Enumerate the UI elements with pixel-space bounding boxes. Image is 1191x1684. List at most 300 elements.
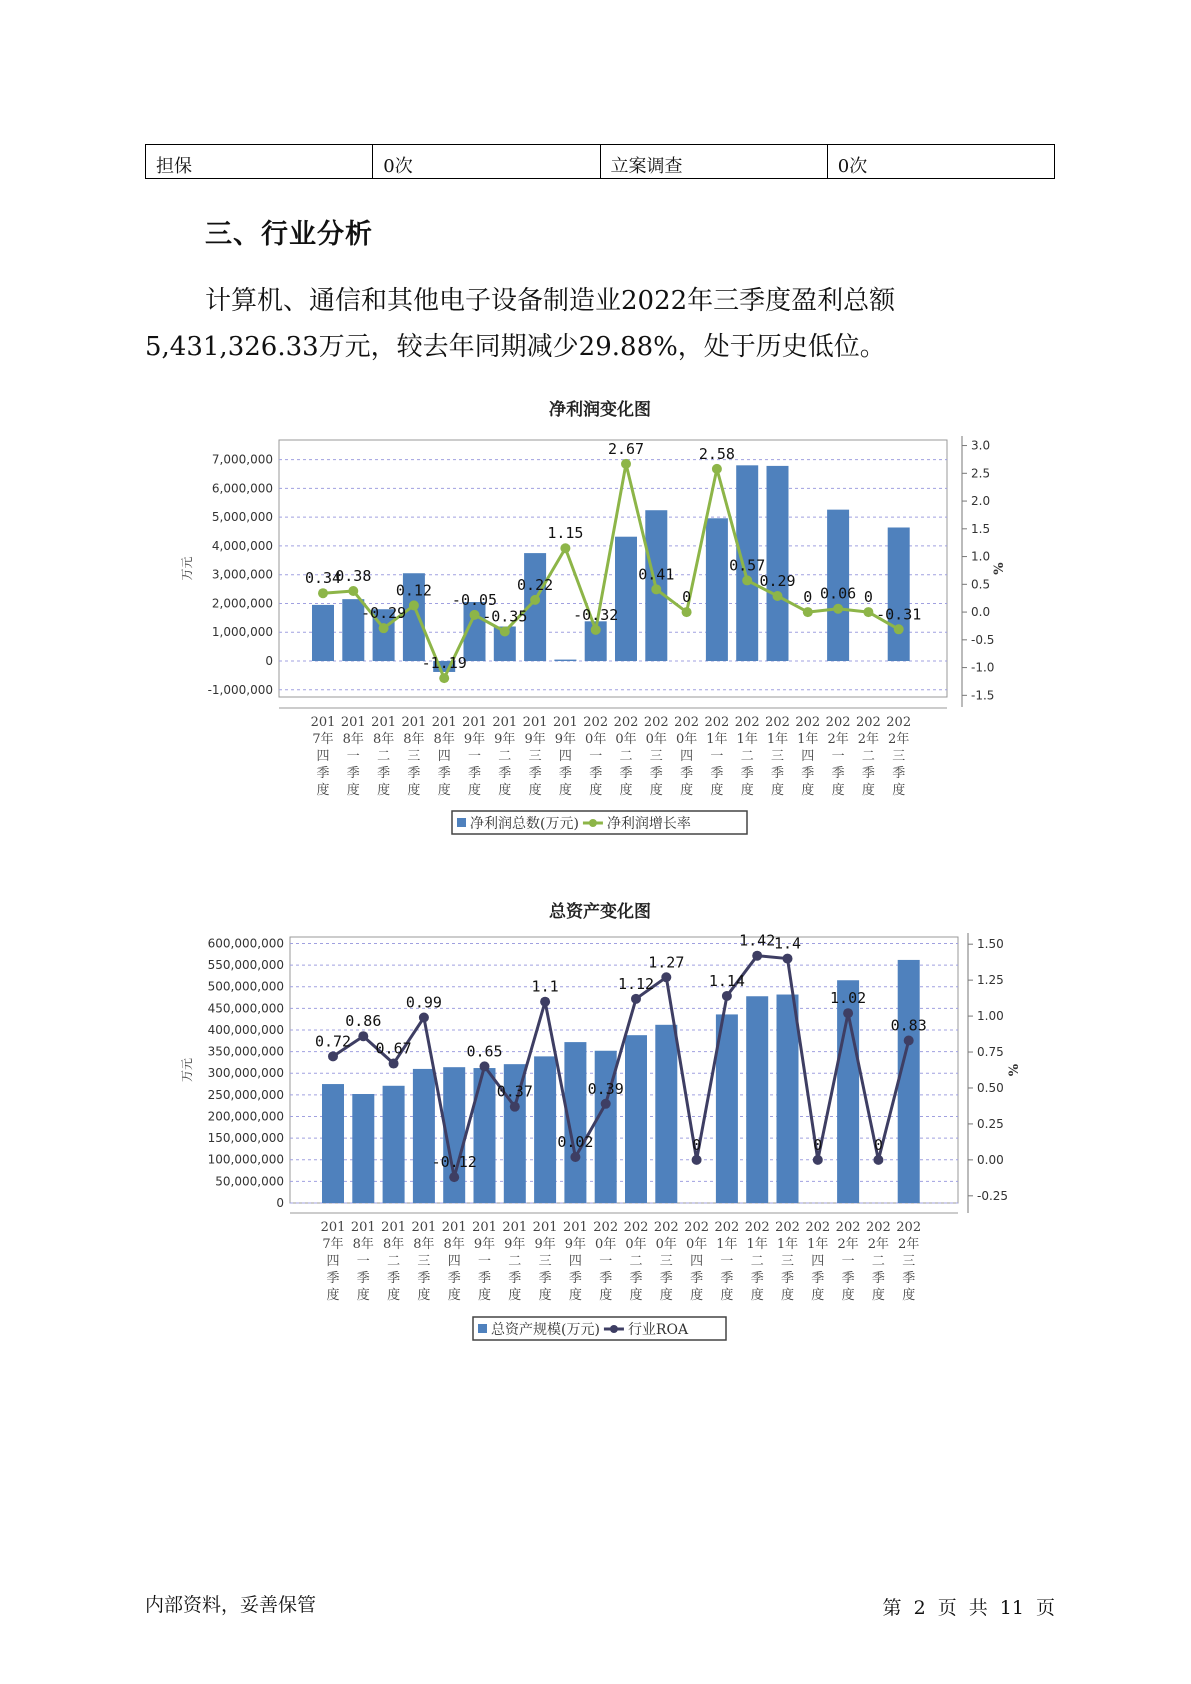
x-tick-label: 二 bbox=[629, 1254, 643, 1269]
x-tick-label: 季 bbox=[599, 1271, 613, 1286]
x-tick-label: 202 bbox=[734, 715, 760, 730]
x-tick-label: 度 bbox=[710, 783, 724, 798]
x-tick-label: 三 bbox=[407, 749, 421, 764]
x-tick-label: 0年 bbox=[615, 732, 637, 747]
data-label: 0.22 bbox=[517, 575, 554, 594]
x-tick-label: 2年 bbox=[837, 1237, 859, 1252]
bar bbox=[554, 660, 576, 661]
x-tick-label: 0年 bbox=[595, 1237, 617, 1252]
data-label: -0.29 bbox=[361, 604, 407, 623]
x-tick-label: 一 bbox=[467, 749, 482, 764]
x-tick-label: 202 bbox=[805, 1220, 831, 1235]
y-tick-label: 100,000,000 bbox=[207, 1152, 284, 1167]
y2-tick-label: 0.5 bbox=[971, 577, 991, 592]
x-tick-label: 202 bbox=[613, 715, 639, 730]
x-tick-label: 2年 bbox=[857, 732, 880, 747]
x-tick-label: 1年 bbox=[807, 1237, 829, 1252]
x-tick-label: 202 bbox=[704, 715, 730, 730]
x-tick-label: 度 bbox=[629, 1288, 643, 1303]
x-tick-label: 一 bbox=[710, 749, 724, 764]
bar bbox=[534, 1056, 556, 1203]
x-tick-label: 1年 bbox=[706, 732, 728, 747]
x-tick-label: 季 bbox=[841, 1271, 855, 1286]
x-tick-label: 度 bbox=[599, 1288, 613, 1303]
line-point bbox=[904, 1036, 914, 1046]
x-tick-label: 季 bbox=[770, 766, 785, 781]
y-tick-label: 250,000,000 bbox=[207, 1087, 284, 1102]
x-tick-label: 度 bbox=[780, 1288, 795, 1303]
bar bbox=[383, 1086, 405, 1203]
table-cell-guarantee-value: 0次 bbox=[373, 145, 600, 179]
y2-tick-label: 1.50 bbox=[977, 937, 1004, 952]
line-point bbox=[692, 1155, 702, 1165]
data-label: 0 bbox=[692, 1135, 702, 1154]
x-tick-label: 7年 bbox=[322, 1237, 344, 1252]
data-label: 0.39 bbox=[587, 1079, 624, 1098]
x-tick-label: 度 bbox=[437, 783, 451, 798]
y2-tick-label: -0.5 bbox=[971, 632, 995, 647]
line-point bbox=[813, 1155, 823, 1165]
x-tick-label: 季 bbox=[589, 766, 603, 781]
y2-tick-label: 0.50 bbox=[977, 1080, 1004, 1095]
x-tick-label: 1年 bbox=[766, 732, 789, 747]
x-tick-label: 202 bbox=[714, 1220, 740, 1235]
x-tick-label: 2年 bbox=[867, 1237, 890, 1252]
x-tick-label: 201 bbox=[502, 1220, 528, 1235]
x-tick-label: 二 bbox=[750, 1254, 764, 1269]
x-tick-label: 201 bbox=[492, 715, 518, 730]
x-tick-label: 202 bbox=[653, 1220, 679, 1235]
x-tick-label: 三 bbox=[770, 749, 785, 764]
legend-label-bar: 总资产规模(万元) bbox=[491, 1322, 600, 1338]
x-tick-label: 202 bbox=[886, 715, 912, 730]
x-tick-label: 201 bbox=[472, 1220, 497, 1235]
x-tick-label: 202 bbox=[674, 715, 700, 730]
line-point bbox=[601, 1099, 611, 1109]
line-point bbox=[419, 1013, 429, 1023]
line-point bbox=[439, 673, 449, 683]
x-tick-label: 三 bbox=[417, 1254, 431, 1269]
data-label: 0.37 bbox=[496, 1082, 533, 1101]
x-tick-label: 季 bbox=[750, 1271, 764, 1286]
line-point bbox=[449, 1172, 459, 1182]
line-point bbox=[621, 459, 631, 469]
x-tick-label: 季 bbox=[316, 766, 330, 781]
y-tick-label: 5,000,000 bbox=[211, 510, 273, 525]
x-tick-label: 度 bbox=[740, 783, 754, 798]
x-tick-label: 季 bbox=[447, 1271, 461, 1286]
x-tick-label: 度 bbox=[690, 1288, 704, 1303]
data-label: 0 bbox=[682, 588, 692, 607]
y-tick-label: 450,000,000 bbox=[207, 1001, 284, 1016]
y-tick-label: 0 bbox=[265, 654, 273, 669]
x-tick-label: 201 bbox=[411, 1220, 437, 1235]
line-point bbox=[348, 586, 358, 596]
line-point bbox=[863, 607, 873, 617]
data-label: 0.29 bbox=[759, 571, 796, 590]
data-label: -0.32 bbox=[573, 605, 619, 624]
y-tick-label: 500,000,000 bbox=[207, 979, 284, 994]
x-tick-label: 季 bbox=[377, 766, 391, 781]
x-tick-label: 201 bbox=[441, 1220, 467, 1235]
data-label: 0.38 bbox=[335, 566, 372, 585]
line-point bbox=[742, 575, 752, 585]
x-tick-label: 季 bbox=[558, 766, 572, 781]
x-tick-label: 二 bbox=[387, 1254, 401, 1269]
x-tick-label: 度 bbox=[902, 1288, 916, 1303]
bar bbox=[898, 960, 920, 1203]
bar bbox=[706, 518, 728, 661]
x-tick-label: 度 bbox=[568, 1288, 582, 1303]
bar bbox=[655, 1025, 677, 1203]
line-point bbox=[833, 604, 843, 614]
bar bbox=[888, 527, 910, 661]
y-tick-label: 2,000,000 bbox=[211, 596, 273, 611]
line-point bbox=[328, 1051, 338, 1061]
x-tick-label: 四 bbox=[801, 749, 815, 764]
table-row bbox=[146, 145, 1055, 179]
footer-page-number: 第 2 页 共 11 页 bbox=[882, 1597, 1055, 1619]
data-label: 1.42 bbox=[739, 931, 776, 950]
data-label: 0.86 bbox=[345, 1012, 382, 1031]
x-tick-label: 三 bbox=[892, 749, 906, 764]
x-tick-label: 度 bbox=[619, 783, 633, 798]
x-tick-label: 度 bbox=[680, 783, 694, 798]
x-tick-label: 四 bbox=[316, 749, 330, 764]
line-point bbox=[480, 1061, 490, 1071]
x-tick-label: 度 bbox=[589, 783, 603, 798]
x-tick-label: 一 bbox=[589, 749, 603, 764]
x-tick-label: 0年 bbox=[675, 732, 698, 747]
line-point bbox=[651, 584, 661, 594]
bar bbox=[746, 996, 768, 1203]
x-tick-label: 9年 bbox=[473, 1237, 496, 1252]
x-tick-label: 8年 bbox=[413, 1237, 435, 1252]
data-label: 1.4 bbox=[773, 934, 802, 953]
y2-tick-label: -0.25 bbox=[977, 1188, 1009, 1203]
x-tick-label: 度 bbox=[892, 783, 906, 798]
x-tick-label: 201 bbox=[310, 715, 336, 730]
data-label: 0.67 bbox=[375, 1039, 412, 1058]
x-tick-label: 201 bbox=[340, 715, 366, 730]
line-point bbox=[894, 624, 904, 634]
x-tick-label: 0年 bbox=[655, 1237, 677, 1252]
x-tick-label: 1年 bbox=[746, 1237, 768, 1252]
data-label: 0 bbox=[863, 588, 873, 607]
data-label: -1.19 bbox=[421, 654, 467, 673]
x-tick-label: 度 bbox=[477, 1288, 492, 1303]
x-tick-label: 9年 bbox=[524, 732, 546, 747]
x-tick-label: 季 bbox=[326, 1271, 340, 1286]
x-tick-label: 202 bbox=[795, 715, 821, 730]
line-point bbox=[379, 623, 389, 633]
x-tick-label: 202 bbox=[775, 1220, 800, 1235]
x-tick-label: 9年 bbox=[564, 1237, 587, 1252]
line-point bbox=[409, 600, 419, 610]
x-tick-label: 度 bbox=[508, 1288, 522, 1303]
x-tick-label: 202 bbox=[593, 1220, 619, 1235]
x-tick-label: 三 bbox=[528, 749, 542, 764]
y2-tick-label: -1.0 bbox=[971, 660, 995, 675]
x-tick-label: 四 bbox=[568, 1254, 582, 1269]
y2-tick-label: 1.25 bbox=[977, 973, 1004, 988]
x-tick-label: 季 bbox=[649, 766, 663, 781]
x-tick-label: 度 bbox=[498, 783, 512, 798]
data-label: 1.15 bbox=[547, 524, 584, 543]
x-tick-label: 季 bbox=[811, 1271, 825, 1286]
x-tick-label: 度 bbox=[801, 783, 815, 798]
x-tick-label: 8年 bbox=[403, 732, 425, 747]
x-tick-label: 四 bbox=[437, 749, 451, 764]
chart-title: 总资产变化图 bbox=[549, 902, 651, 922]
data-label: -0.05 bbox=[451, 590, 498, 609]
x-tick-label: 7年 bbox=[312, 732, 334, 747]
y-tick-label: 50,000,000 bbox=[215, 1174, 284, 1189]
data-label: 0 bbox=[813, 1135, 823, 1154]
x-tick-label: 度 bbox=[720, 1288, 734, 1303]
data-label: 0.41 bbox=[638, 565, 675, 584]
x-tick-label: 二 bbox=[740, 749, 754, 764]
x-tick-label: 0年 bbox=[685, 1237, 708, 1252]
x-tick-label: 度 bbox=[538, 1288, 552, 1303]
x-tick-label: 二 bbox=[871, 1254, 885, 1269]
x-tick-label: 季 bbox=[387, 1271, 401, 1286]
bar bbox=[352, 1094, 374, 1203]
y2-tick-label: 0.0 bbox=[971, 605, 991, 620]
x-tick-label: 四 bbox=[447, 1254, 461, 1269]
x-tick-label: 季 bbox=[356, 1271, 370, 1286]
line-point bbox=[389, 1059, 399, 1069]
bar bbox=[312, 605, 334, 661]
x-tick-label: 0年 bbox=[585, 732, 607, 747]
y-tick-label: 550,000,000 bbox=[207, 958, 284, 973]
line-point bbox=[470, 610, 480, 620]
x-tick-label: 度 bbox=[447, 1288, 461, 1303]
x-tick-label: 201 bbox=[562, 1220, 588, 1235]
line-point bbox=[661, 972, 671, 982]
x-tick-label: 三 bbox=[538, 1254, 552, 1269]
x-tick-label: 8年 bbox=[382, 1237, 405, 1252]
x-tick-label: 度 bbox=[750, 1288, 764, 1303]
table-cell-investigation-label: 立案调查 bbox=[600, 145, 827, 179]
chart-title: 净利润变化图 bbox=[549, 400, 651, 420]
line-point bbox=[843, 1008, 853, 1018]
line-point bbox=[530, 595, 540, 605]
x-tick-label: 1年 bbox=[797, 732, 819, 747]
line-point bbox=[722, 991, 732, 1001]
x-tick-label: 季 bbox=[861, 766, 875, 781]
x-tick-label: 度 bbox=[316, 783, 330, 798]
x-tick-label: 8年 bbox=[352, 1237, 374, 1252]
x-tick-label: 季 bbox=[801, 766, 815, 781]
legend-label-bar: 净利润总数(万元) bbox=[470, 816, 579, 832]
x-tick-label: 1年 bbox=[736, 732, 758, 747]
line-point bbox=[591, 625, 601, 635]
x-tick-label: 季 bbox=[659, 1271, 673, 1286]
y2-axis-label: % bbox=[992, 562, 1007, 575]
y2-axis-label: % bbox=[1007, 1063, 1022, 1077]
data-label: 0.99 bbox=[405, 993, 442, 1012]
x-tick-label: 季 bbox=[437, 766, 451, 781]
data-label: 0.72 bbox=[314, 1032, 352, 1051]
x-tick-label: 季 bbox=[780, 1271, 795, 1286]
y-axis-label: 万元 bbox=[180, 1057, 194, 1083]
x-tick-label: 2年 bbox=[898, 1237, 920, 1252]
data-label: 1.02 bbox=[830, 989, 867, 1008]
total-assets-chart bbox=[0, 892, 1191, 1362]
table-cell-guarantee-label: 担保 bbox=[146, 145, 373, 179]
x-tick-label: 9年 bbox=[504, 1237, 526, 1252]
x-tick-label: 201 bbox=[522, 715, 548, 730]
line-point bbox=[631, 994, 641, 1004]
data-label: 1.14 bbox=[708, 971, 745, 990]
x-tick-label: 202 bbox=[684, 1220, 710, 1235]
data-label: 0.57 bbox=[729, 556, 766, 575]
x-tick-label: 三 bbox=[902, 1254, 916, 1269]
line-point bbox=[752, 951, 762, 961]
y-tick-label: 150,000,000 bbox=[207, 1131, 284, 1146]
x-tick-label: 202 bbox=[583, 715, 609, 730]
x-tick-label: 度 bbox=[387, 1288, 401, 1303]
x-tick-label: 201 bbox=[381, 1220, 407, 1235]
data-label: 1.12 bbox=[617, 974, 655, 993]
y2-tick-label: 1.5 bbox=[971, 521, 991, 536]
x-tick-label: 9年 bbox=[554, 732, 577, 747]
data-label: 1.27 bbox=[648, 953, 685, 972]
x-tick-label: 度 bbox=[861, 783, 875, 798]
x-tick-label: 三 bbox=[649, 749, 663, 764]
y2-tick-label: 0.25 bbox=[977, 1116, 1004, 1131]
data-label: 2.58 bbox=[698, 444, 735, 463]
x-tick-label: 一 bbox=[831, 749, 845, 764]
x-tick-label: 三 bbox=[659, 1254, 673, 1269]
data-label: 0.65 bbox=[466, 1042, 503, 1061]
x-tick-label: 季 bbox=[508, 1271, 522, 1286]
line-point bbox=[712, 464, 722, 474]
line-point bbox=[570, 1152, 580, 1162]
x-tick-label: 2年 bbox=[827, 732, 849, 747]
x-tick-label: 季 bbox=[346, 766, 360, 781]
y-tick-label: 400,000,000 bbox=[207, 1022, 284, 1037]
y2-tick-label: 3.0 bbox=[971, 438, 991, 453]
bar bbox=[322, 1084, 344, 1203]
bar bbox=[413, 1069, 435, 1203]
x-tick-label: 季 bbox=[528, 766, 542, 781]
bar bbox=[625, 1035, 647, 1203]
data-label: 0.06 bbox=[820, 584, 857, 603]
x-tick-label: 201 bbox=[431, 715, 457, 730]
y2-tick-label: -1.5 bbox=[971, 688, 995, 703]
x-tick-label: 四 bbox=[680, 749, 694, 764]
bar bbox=[777, 995, 799, 1203]
y-tick-label: 1,000,000 bbox=[211, 625, 273, 640]
y-tick-label: 350,000,000 bbox=[207, 1044, 284, 1059]
x-tick-label: 度 bbox=[467, 783, 482, 798]
x-tick-label: 季 bbox=[477, 1271, 492, 1286]
x-tick-label: 1年 bbox=[716, 1237, 738, 1252]
x-tick-label: 8年 bbox=[443, 1237, 465, 1252]
y-tick-label: 4,000,000 bbox=[211, 538, 273, 553]
x-tick-label: 201 bbox=[401, 715, 427, 730]
analysis-paragraph: 计算机、通信和其他电子设备制造业2022年三季度盈利总额5,431,326.33万元，较去年同期减少29.88%，处于历史低位。 bbox=[145, 286, 896, 362]
y2-tick-label: 1.0 bbox=[971, 549, 991, 564]
x-tick-label: 201 bbox=[350, 1220, 376, 1235]
legend-line-marker bbox=[610, 1325, 618, 1333]
x-tick-label: 季 bbox=[498, 766, 512, 781]
x-tick-label: 202 bbox=[896, 1220, 922, 1235]
x-tick-label: 8年 bbox=[342, 732, 364, 747]
x-tick-label: 季 bbox=[619, 766, 633, 781]
x-tick-label: 季 bbox=[417, 1271, 431, 1286]
info-table bbox=[145, 144, 1055, 179]
line-point bbox=[873, 1155, 883, 1165]
x-tick-label: 一 bbox=[599, 1254, 613, 1269]
line-point bbox=[318, 588, 328, 598]
x-tick-label: 2年 bbox=[888, 732, 910, 747]
y2-tick-label: 2.0 bbox=[971, 494, 991, 509]
x-tick-label: 201 bbox=[462, 715, 487, 730]
x-tick-label: 度 bbox=[811, 1288, 825, 1303]
y-tick-label: 7,000,000 bbox=[211, 452, 273, 467]
x-tick-label: 201 bbox=[320, 1220, 346, 1235]
x-tick-label: 9年 bbox=[494, 732, 516, 747]
x-tick-label: 202 bbox=[855, 715, 881, 730]
x-tick-label: 四 bbox=[558, 749, 572, 764]
x-tick-label: 度 bbox=[831, 783, 845, 798]
x-tick-label: 季 bbox=[720, 1271, 734, 1286]
x-tick-label: 季 bbox=[740, 766, 754, 781]
legend-line-marker bbox=[589, 819, 597, 827]
x-tick-label: 8年 bbox=[433, 732, 455, 747]
data-label: 0.02 bbox=[557, 1132, 594, 1151]
line-point bbox=[682, 607, 692, 617]
table-cell-investigation-value: 0次 bbox=[827, 145, 1054, 179]
x-tick-label: 度 bbox=[407, 783, 421, 798]
x-tick-label: 一 bbox=[346, 749, 360, 764]
x-tick-label: 一 bbox=[477, 1254, 492, 1269]
y-tick-label: 300,000,000 bbox=[207, 1066, 284, 1081]
y-axis-label: 万元 bbox=[180, 556, 194, 581]
x-tick-label: 季 bbox=[467, 766, 482, 781]
x-tick-label: 0年 bbox=[625, 1237, 647, 1252]
x-tick-label: 度 bbox=[377, 783, 391, 798]
y2-tick-label: 0.75 bbox=[977, 1045, 1004, 1060]
x-tick-label: 度 bbox=[528, 783, 542, 798]
x-tick-label: 四 bbox=[811, 1254, 825, 1269]
bar bbox=[615, 537, 637, 661]
x-tick-label: 度 bbox=[649, 783, 663, 798]
x-tick-label: 度 bbox=[417, 1288, 431, 1303]
x-tick-label: 度 bbox=[326, 1288, 340, 1303]
y2-tick-label: 1.00 bbox=[977, 1009, 1004, 1024]
x-tick-label: 季 bbox=[690, 1271, 704, 1286]
x-tick-label: 二 bbox=[861, 749, 875, 764]
data-label: 1.1 bbox=[531, 977, 559, 996]
x-tick-label: 季 bbox=[831, 766, 845, 781]
data-label: 0 bbox=[873, 1135, 883, 1154]
x-tick-label: 度 bbox=[356, 1288, 370, 1303]
y-tick-label: -1,000,000 bbox=[207, 682, 273, 697]
line-point bbox=[803, 607, 813, 617]
line-point bbox=[773, 591, 783, 601]
x-tick-label: 季 bbox=[680, 766, 694, 781]
y-tick-label: 3,000,000 bbox=[211, 567, 273, 582]
x-tick-label: 9年 bbox=[534, 1237, 556, 1252]
x-tick-label: 季 bbox=[568, 1271, 582, 1286]
x-tick-label: 202 bbox=[865, 1220, 891, 1235]
line-point bbox=[510, 1102, 520, 1112]
net-profit-chart bbox=[0, 390, 1191, 860]
